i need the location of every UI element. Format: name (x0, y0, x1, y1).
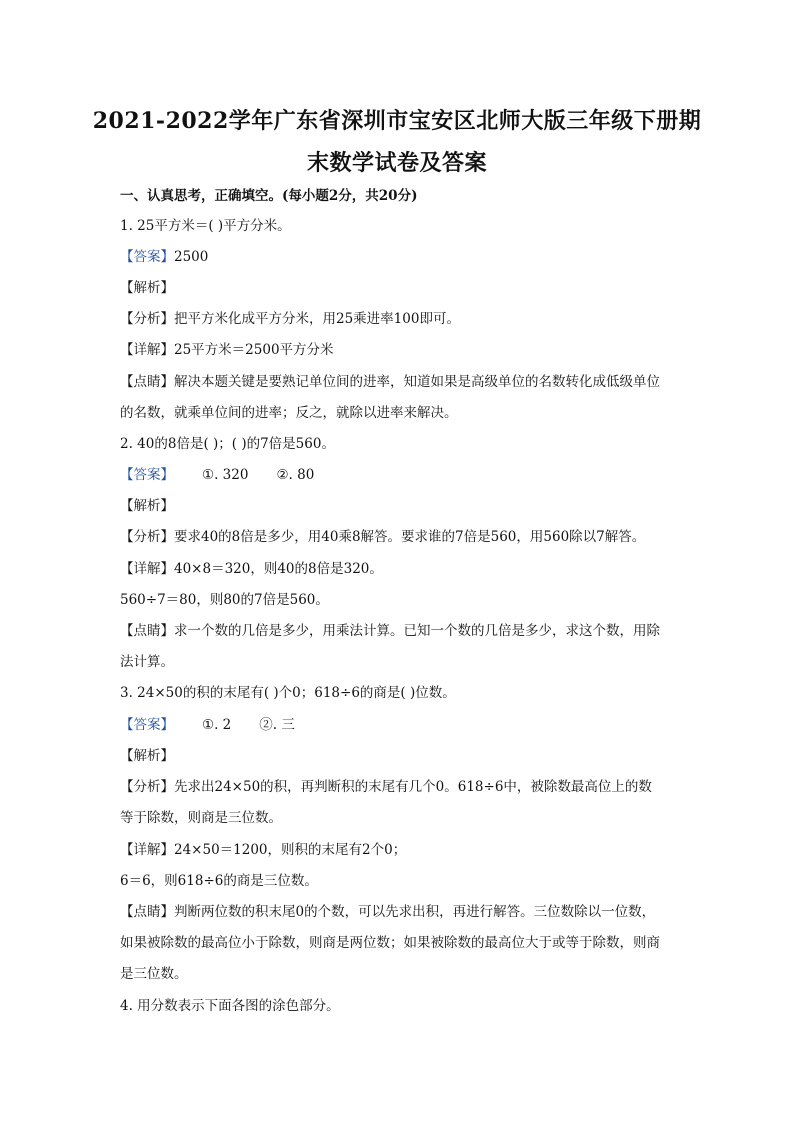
q2-answer-row (120, 465, 680, 485)
jiexi-tag: 【解析】 (120, 280, 174, 296)
q2-answer-2: ②. 80 (276, 467, 315, 483)
q3-dianjing-row (120, 902, 680, 922)
q1-answer: 2500 (174, 249, 209, 265)
q2-dianjing-1: 求一个数的几倍是多少，用乘法计算。已知一个数的几倍是多少，求这个数，用除 (174, 623, 660, 639)
doc-title-line2: 末数学试卷及答案 (306, 150, 487, 176)
q1-jiexi-row (120, 278, 680, 298)
q3-question: 3. 24×50的积的末尾有( )个0；618÷6的商是( )位数。 (120, 685, 456, 701)
q3-fenxi-row (120, 777, 680, 797)
q3-answer-1: ①. 2 (202, 717, 232, 733)
answer-tag: 【答案】 (120, 249, 174, 265)
q3-dianjing-1: 判断两位数的积末尾0的个数，可以先求出积，再进行解答。三位数除以一位数， (174, 904, 656, 920)
q3-fenxi-2: 等于除数，则商是三位数。 (120, 810, 282, 826)
dianjing-tag: 【点睛】 (120, 374, 174, 390)
q3-dianjing-3: 是三位数。 (120, 966, 188, 982)
q1-xiangjie-row (120, 340, 680, 360)
q2-xiangjie-row (120, 559, 680, 579)
q2-xiangjie-2: 560÷7＝80，则80的7倍是560。 (120, 592, 329, 608)
doc-title-line1: 2021-2022学年广东省深圳市宝安区北师大版三年级下册期 (92, 108, 702, 134)
q2-xiangjie: 40×8＝320，则40的8倍是320。 (174, 561, 383, 577)
q2-jiexi-row (120, 496, 680, 516)
xiangjie-tag: 【详解】 (120, 342, 174, 358)
q2-question: 2. 40的8倍是( )；( )的7倍是560。 (120, 436, 335, 452)
q1-fenxi-row (120, 309, 680, 329)
dianjing-tag: 【点睛】 (120, 904, 174, 920)
q3-xiangjie: 24×50＝1200，则积的末尾有2个0； (174, 842, 407, 858)
q3-jiexi-row (120, 746, 680, 766)
xiangjie-tag: 【详解】 (120, 561, 174, 577)
answer-tag: 【答案】 (120, 467, 174, 483)
q4-question: 4. 用分数表示下面各图的涂色部分。 (120, 998, 340, 1014)
q2-fenxi: 要求40的8倍是多少，用40乘8解答。要求谁的7倍是560，用560除以7解答。 (174, 529, 646, 545)
answer-tag: 【答案】 (120, 717, 174, 733)
xiangjie-tag: 【详解】 (120, 842, 174, 858)
q3-answer-2: ②. 三 (259, 717, 295, 733)
q3-xiangjie-row (120, 840, 680, 860)
section-heading: 一、认真思考，正确填空。(每小题2分，共20分) (120, 188, 418, 204)
q3-answer-row (120, 715, 680, 735)
q2-dianjing-row (120, 621, 680, 641)
q1-dianjing-row (120, 372, 680, 392)
q1-question: 1. 25平方米＝( )平方分米。 (120, 218, 291, 234)
q1-xiangjie: 25平方米＝2500平方分米 (174, 342, 334, 358)
jiexi-tag: 【解析】 (120, 748, 174, 764)
q2-answer-1: ①. 320 (202, 467, 249, 483)
q3-dianjing-2: 如果被除数的最高位小于除数，则商是两位数；如果被除数的最高位大于或等于除数，则商 (120, 935, 660, 951)
fenxi-tag: 【分析】 (120, 529, 174, 545)
q1-dianjing-1: 解决本题关键是要熟记单位间的进率，知道如果是高级单位的名数转化成低级单位 (174, 374, 660, 390)
q2-fenxi-row (120, 527, 680, 547)
dianjing-tag: 【点睛】 (120, 623, 174, 639)
fenxi-tag: 【分析】 (120, 311, 174, 327)
q2-dianjing-2: 法计算。 (120, 654, 174, 670)
jiexi-tag: 【解析】 (120, 498, 174, 514)
q3-fenxi-1: 先求出24×50的积，再判断积的末尾有几个0。618÷6中，被除数最高位上的数 (174, 779, 652, 795)
q1-fenxi: 把平方米化成平方分米，用25乘进率100即可。 (174, 311, 460, 327)
fenxi-tag: 【分析】 (120, 779, 174, 795)
q3-xiangjie-2: 6＝6，则618÷6的商是三位数。 (120, 873, 318, 889)
q1-dianjing-2: 的名数，就乘单位间的进率；反之，就除以进率来解决。 (120, 405, 458, 421)
q1-answer-row (120, 247, 680, 267)
